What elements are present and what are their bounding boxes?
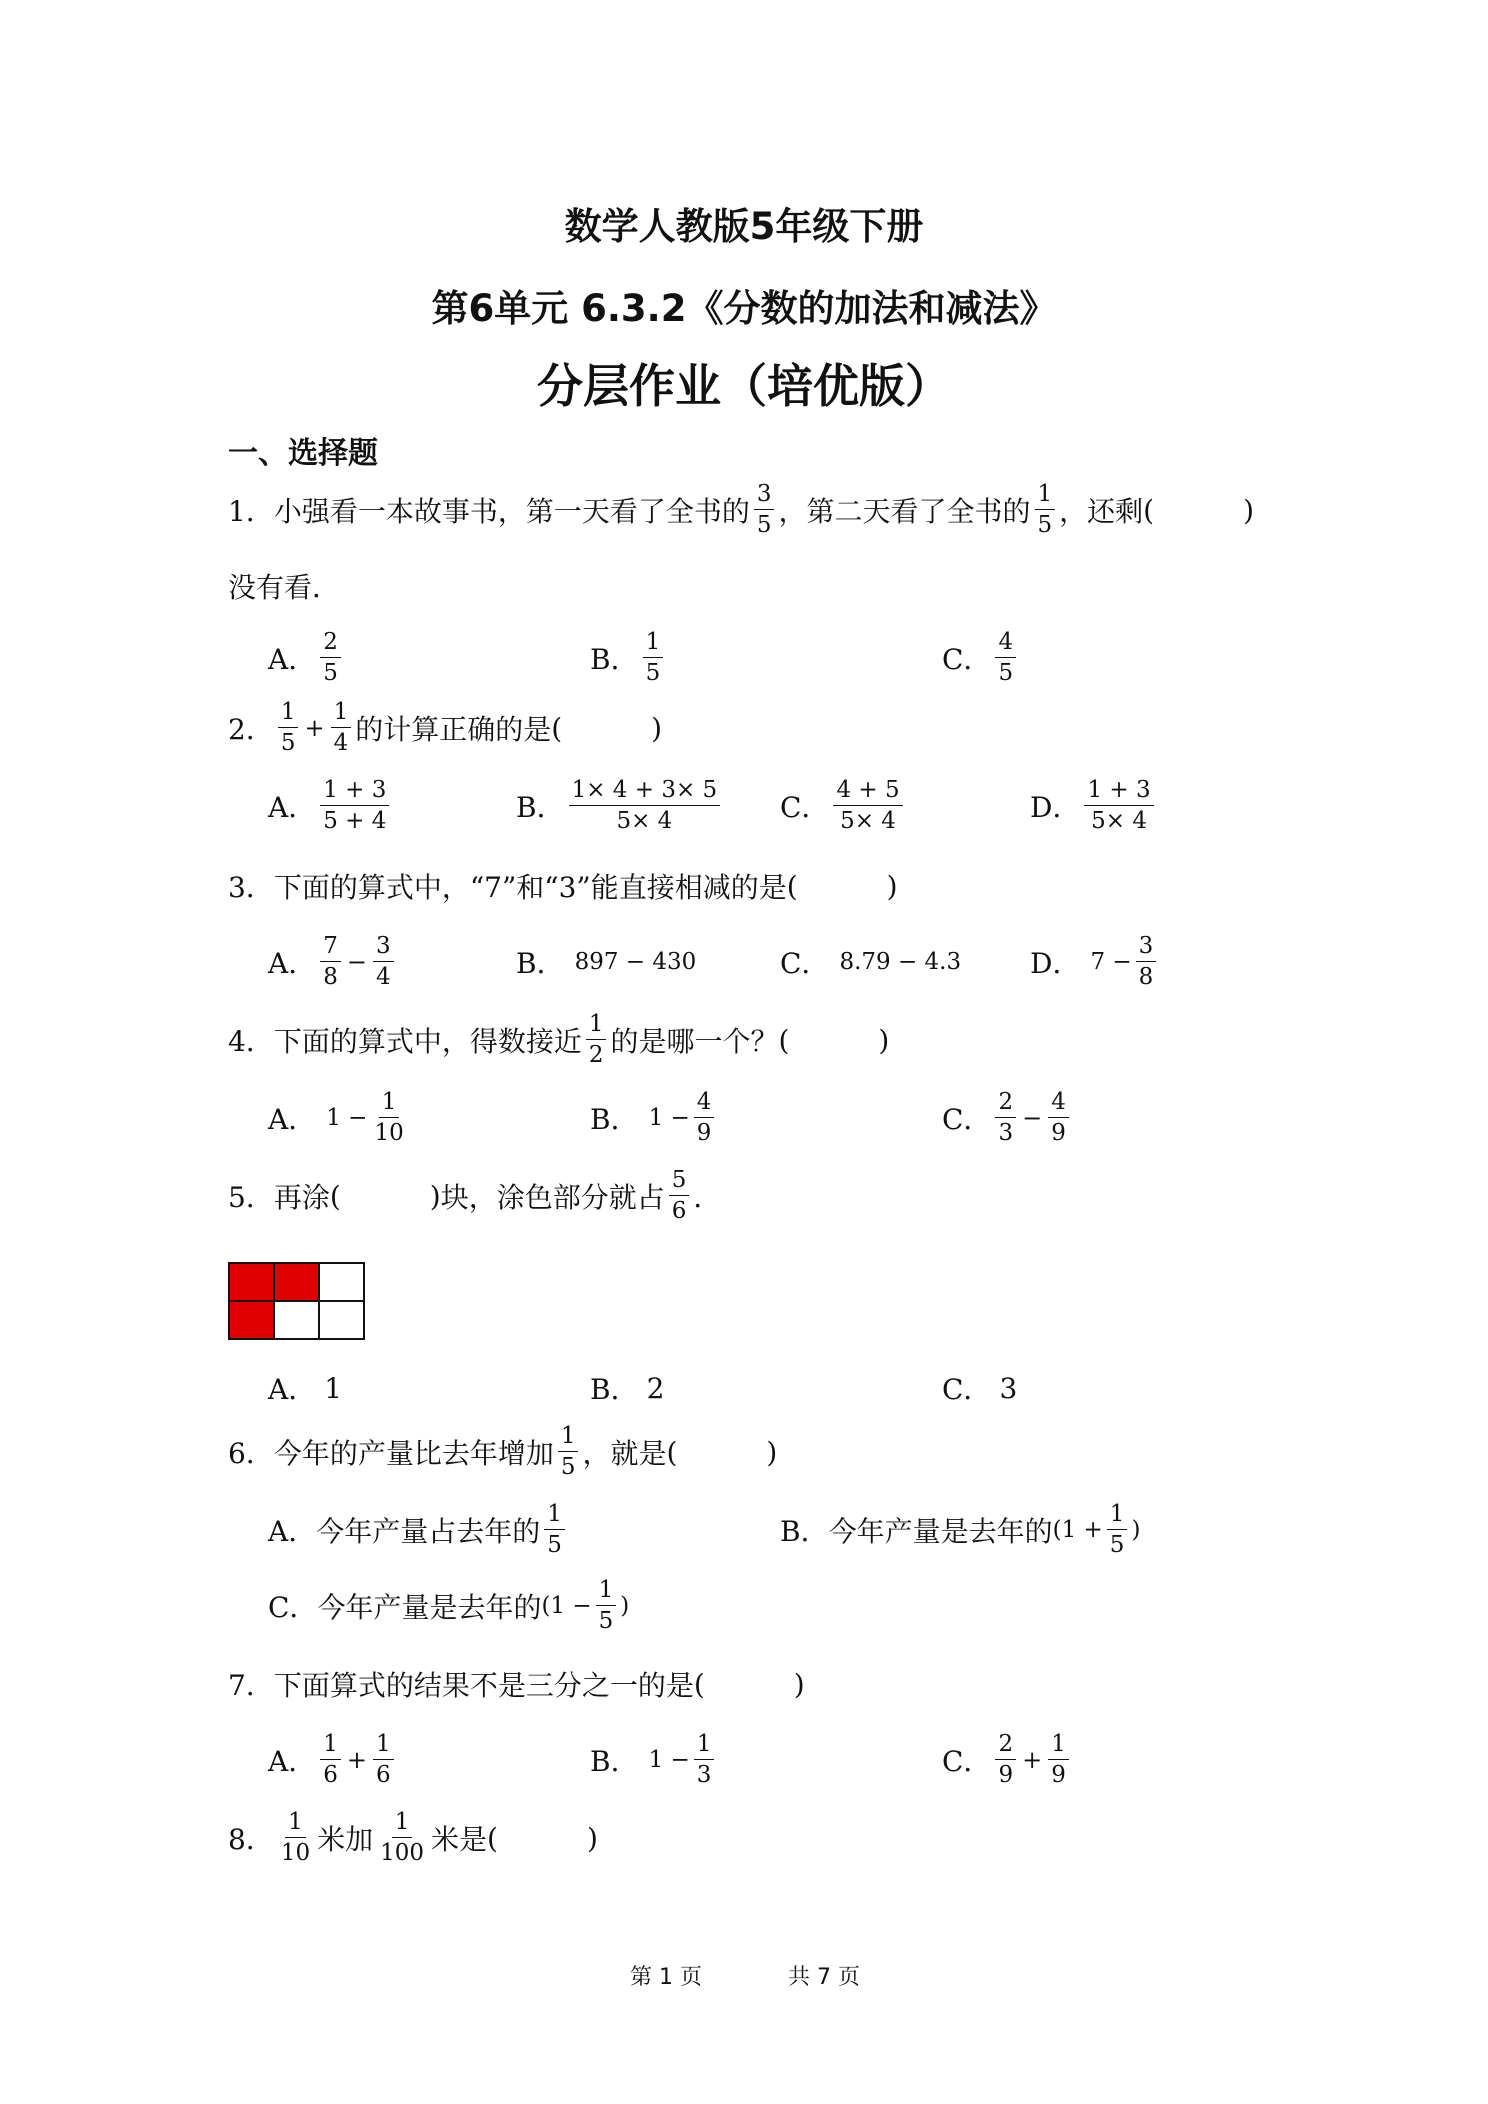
q6-f-num: 1 <box>558 1425 579 1452</box>
q2-option-d-fraction <box>1084 779 1153 833</box>
q5-text-3: ． <box>693 1181 722 1214</box>
q4-text-1: 下面的算式中，得数接近 <box>273 1025 582 1058</box>
q6-b-fraction <box>1107 1503 1128 1557</box>
q3-number: 3． <box>228 871 274 904</box>
q6-b-text: 今年产量是去年的 <box>828 1515 1053 1548</box>
q6-a-den: 5 <box>547 1532 562 1558</box>
question-4 <box>228 1000 889 1080</box>
q2-option-b-fraction <box>569 779 721 833</box>
question-3 <box>228 846 898 926</box>
q5-f-den: 6 <box>671 1198 687 1224</box>
question-1-cont <box>228 546 340 626</box>
question-1 <box>228 470 1254 550</box>
q7-a-fraction-1 <box>320 1733 341 1787</box>
q5-b-value: 2 <box>646 1371 665 1405</box>
q2-text: 的计算正确的是 <box>355 713 552 746</box>
q4-b-prefix: 1 − <box>648 1105 690 1131</box>
q3-a-f1-den: 8 <box>323 964 338 990</box>
q4-a-prefix: 1 − <box>326 1105 368 1131</box>
q5-a-value: 1 <box>324 1371 343 1405</box>
q7-option-a[interactable] <box>268 1720 398 1800</box>
q2-d-den: 5× 4 <box>1091 808 1147 834</box>
q1-text-3: ，还剩 <box>1059 495 1144 528</box>
q5-fraction <box>669 1169 690 1223</box>
q8-f2-num: 1 <box>392 1811 413 1838</box>
question-8 <box>228 1798 598 1878</box>
q1-answer-blank: ( ) <box>1143 493 1255 527</box>
q4-f-den: 2 <box>588 1042 604 1068</box>
q8-fraction-2 <box>377 1811 427 1865</box>
q4-b-num: 4 <box>694 1091 715 1118</box>
q2-f2-den: 4 <box>333 730 349 756</box>
q3-d-fraction <box>1136 935 1157 989</box>
q7-option-c-label: C． <box>942 1745 992 1778</box>
q6-c-text: 今年产量是去年的 <box>317 1591 542 1624</box>
q7-option-b-label: B． <box>590 1745 639 1778</box>
q6-f-den: 5 <box>560 1454 576 1480</box>
q4-answer-blank: ( ) <box>778 1023 890 1057</box>
q7-a-fraction-2 <box>373 1733 394 1787</box>
q1-a-num: 2 <box>320 631 341 658</box>
q2-option-d[interactable] <box>1030 766 1158 846</box>
q1-f2-num: 1 <box>1035 483 1056 510</box>
q2-f1-den: 5 <box>280 730 296 756</box>
q7-b-den: 3 <box>696 1762 712 1788</box>
q4-c-f1-num: 2 <box>995 1091 1016 1118</box>
q6-c-prefix: (1 − <box>541 1593 592 1619</box>
q6-option-c[interactable] <box>268 1566 629 1646</box>
q1-f1-den: 5 <box>756 512 772 538</box>
q7-b-fraction <box>694 1733 715 1787</box>
q4-option-b[interactable] <box>590 1078 718 1158</box>
q3-option-a-label: A． <box>268 947 317 980</box>
q7-c-f1-den: 9 <box>998 1762 1014 1788</box>
q2-option-c[interactable] <box>780 766 907 846</box>
q3-option-c-label: C． <box>780 947 830 980</box>
q8-f1-num: 1 <box>285 1811 306 1838</box>
q2-answer-blank: ( ) <box>551 711 663 745</box>
q7-number: 7． <box>228 1669 274 1702</box>
q1-option-c-label: C． <box>942 643 992 676</box>
q2-a-num: 1 + 3 <box>320 779 389 806</box>
q2-b-num: 1× 4 + 3× 5 <box>569 779 721 806</box>
q6-b-prefix: (1 + <box>1052 1517 1103 1543</box>
q3-option-b[interactable] <box>516 922 696 1002</box>
q5-option-c[interactable] <box>942 1348 1017 1428</box>
q2-d-num: 1 + 3 <box>1084 779 1153 806</box>
q4-c-f2-den: 9 <box>1051 1120 1066 1146</box>
title-textbook: 数学人教版5年级下册 <box>564 205 924 248</box>
q1-option-c-fraction <box>995 631 1016 685</box>
title-unit: 第6单元 6.3.2《分数的加法和减法》 <box>431 287 1057 330</box>
q4-c-minus: − <box>1022 1104 1043 1132</box>
grid-cell-empty <box>319 1263 364 1301</box>
q3-option-d[interactable] <box>1030 922 1160 1002</box>
q1-option-b[interactable] <box>590 618 667 698</box>
footer-total-pages: 共 7 页 <box>788 1965 860 1990</box>
q1-option-a-label: A． <box>268 643 317 676</box>
q1-option-a[interactable] <box>268 618 345 698</box>
question-6 <box>228 1412 777 1492</box>
q3-option-d-label: D． <box>1030 947 1081 980</box>
q5-shaded-grid <box>228 1262 368 1342</box>
q7-a-f2-den: 6 <box>375 1762 391 1788</box>
q1-text-2: ，第二天看了全书的 <box>778 495 1031 528</box>
q2-option-c-label: C． <box>780 791 830 824</box>
q7-option-a-label: A． <box>268 1745 317 1778</box>
q2-option-b-label: B． <box>516 791 565 824</box>
q2-c-num: 4 + 5 <box>833 779 902 806</box>
q5-c-value: 3 <box>999 1371 1018 1405</box>
q2-c-den: 5× 4 <box>840 808 896 834</box>
q7-c-plus: + <box>1022 1746 1043 1774</box>
grid-cell-shaded <box>229 1301 274 1339</box>
q2-option-a[interactable] <box>268 766 393 846</box>
q1-b-num: 1 <box>643 631 664 658</box>
q6-c-num: 1 <box>596 1579 617 1606</box>
q3-option-c[interactable] <box>780 922 961 1002</box>
q7-c-f1-num: 2 <box>995 1733 1016 1760</box>
q8-fraction-1 <box>278 1811 313 1865</box>
q3-a-f2-den: 4 <box>375 964 391 990</box>
question-5 <box>228 1156 721 1236</box>
q4-a-den: 10 <box>374 1120 404 1146</box>
q1-text-1: 小强看一本故事书，第一天看了全书的 <box>273 495 750 528</box>
q4-option-a[interactable] <box>268 1078 411 1158</box>
q7-b-prefix: 1 − <box>648 1747 690 1773</box>
q1-fraction-1 <box>754 483 775 537</box>
q7-text: 下面算式的结果不是三分之一的是 <box>273 1669 694 1702</box>
q7-a-f1-den: 6 <box>323 1762 338 1788</box>
q2-b-den: 5× 4 <box>616 808 673 834</box>
footer-page-number: 第 1 页 <box>630 1965 702 1990</box>
q7-c-fraction-2 <box>1048 1733 1069 1787</box>
q1-number: 1． <box>228 495 274 528</box>
q3-option-b-label: B． <box>516 947 565 980</box>
question-7 <box>228 1644 805 1724</box>
q6-option-b-label: B． <box>780 1515 829 1548</box>
q3-c-expression: 8.79 − 4.3 <box>839 949 962 975</box>
q8-f1-den: 10 <box>280 1840 311 1866</box>
q3-a-f2-num: 3 <box>373 935 394 962</box>
q2-option-a-fraction <box>320 779 389 833</box>
q1-fraction-2 <box>1035 483 1056 537</box>
q8-number: 8． <box>228 1823 274 1856</box>
q7-answer-blank: ( ) <box>693 1667 805 1701</box>
q1-option-c[interactable] <box>942 618 1020 698</box>
q7-a-f1-num: 1 <box>320 1733 341 1760</box>
q5-text-2: 块，涂色部分就占 <box>440 1181 665 1214</box>
q7-b-num: 1 <box>694 1733 715 1760</box>
q1-c-den: 5 <box>998 660 1014 686</box>
q7-a-f2-num: 1 <box>373 1733 394 1760</box>
q6-c-den: 5 <box>598 1608 614 1634</box>
q6-answer-blank: ( ) <box>666 1435 778 1469</box>
q3-d-num: 3 <box>1136 935 1157 962</box>
q3-answer-blank: ( ) <box>786 869 898 903</box>
q6-option-c-label: C． <box>268 1591 318 1624</box>
q3-a-minus: − <box>346 948 367 976</box>
q7-option-c[interactable] <box>942 1720 1073 1800</box>
q6-number: 6． <box>228 1437 274 1470</box>
q3-d-den: 8 <box>1138 964 1154 990</box>
title-worksheet: 分层作业（培优版） <box>537 359 951 413</box>
q5-option-c-label: C． <box>942 1373 992 1406</box>
q6-a-num: 1 <box>544 1503 565 1530</box>
q5-answer-blank: ( ) <box>329 1179 441 1213</box>
q4-c-f2-num: 4 <box>1048 1091 1069 1118</box>
q3-text: 下面的算式中，“7”和“3”能直接相减的是 <box>273 871 787 904</box>
q2-number: 2． <box>228 713 274 746</box>
q6-fraction <box>558 1425 579 1479</box>
q4-option-b-label: B． <box>590 1103 639 1136</box>
q2-option-c-fraction <box>833 779 902 833</box>
q2-option-d-label: D． <box>1030 791 1081 824</box>
q6-c-fraction <box>596 1579 617 1633</box>
grid-cell-shaded <box>274 1263 319 1301</box>
q3-option-a[interactable] <box>268 922 398 1002</box>
q1-option-b-label: B． <box>590 643 639 676</box>
q2-f2-num: 1 <box>331 701 352 728</box>
q6-b-suffix: ) <box>1131 1517 1141 1543</box>
q1-c-num: 4 <box>995 631 1016 658</box>
q6-a-text: 今年产量占去年的 <box>316 1515 541 1548</box>
q6-option-a[interactable] <box>268 1490 569 1570</box>
q6-c-suffix: ) <box>620 1593 630 1619</box>
q3-a-fraction-2 <box>373 935 394 989</box>
q4-f-num: 1 <box>586 1013 607 1040</box>
q8-text-2: 米是 <box>431 1823 488 1856</box>
q4-fraction <box>586 1013 607 1067</box>
q4-c-fraction-1 <box>995 1091 1016 1145</box>
q2-fraction-1 <box>278 701 299 755</box>
q1-option-b-fraction <box>643 631 664 685</box>
q4-b-fraction <box>694 1091 715 1145</box>
grid-cell-shaded <box>229 1263 274 1301</box>
q8-answer-blank: ( ) <box>487 1821 598 1855</box>
q2-plus: + <box>304 714 325 742</box>
q6-b-num: 1 <box>1107 1503 1128 1530</box>
q2-a-den: 5 + 4 <box>323 808 387 834</box>
q4-a-fraction <box>371 1091 406 1145</box>
q6-text-1: 今年的产量比去年增加 <box>273 1437 554 1470</box>
q2-option-a-label: A． <box>268 791 317 824</box>
q5-number: 5． <box>228 1181 274 1214</box>
q1-f1-num: 3 <box>754 483 775 510</box>
q4-text-2: 的是哪一个？ <box>610 1025 779 1058</box>
q1-text-4: 没有看． <box>228 571 341 604</box>
q7-c-f2-num: 1 <box>1048 1733 1069 1760</box>
q7-a-plus: + <box>346 1746 367 1774</box>
q2-f1-num: 1 <box>278 701 299 728</box>
q7-c-fraction-1 <box>995 1733 1016 1787</box>
q4-number: 4． <box>228 1025 274 1058</box>
grid-cell-empty <box>319 1301 364 1339</box>
q4-b-den: 9 <box>696 1120 712 1146</box>
q3-d-prefix: 7 − <box>1090 949 1132 975</box>
q6-option-b[interactable] <box>780 1490 1140 1570</box>
q4-option-c[interactable] <box>942 1078 1073 1158</box>
q2-option-b[interactable] <box>516 766 724 846</box>
q6-text-2: ，就是 <box>582 1437 667 1470</box>
q4-option-a-label: A． <box>268 1103 317 1136</box>
q5-text-1: 再涂 <box>273 1181 330 1214</box>
q1-option-a-fraction <box>320 631 341 685</box>
q1-f2-den: 5 <box>1037 512 1053 538</box>
q3-a-fraction-1 <box>320 935 341 989</box>
grid-cell-empty <box>274 1301 319 1339</box>
q4-c-fraction-2 <box>1048 1091 1069 1145</box>
q3-a-f1-num: 7 <box>320 935 341 962</box>
q6-b-den: 5 <box>1109 1532 1125 1558</box>
q8-text-1: 米加 <box>317 1823 374 1856</box>
q7-option-b[interactable] <box>590 1720 718 1800</box>
q4-option-c-label: C． <box>942 1103 992 1136</box>
q4-c-f1-den: 3 <box>998 1120 1014 1146</box>
q5-option-a-label: A． <box>268 1373 317 1406</box>
q5-option-b-label: B． <box>590 1373 639 1406</box>
section-heading: 一、选择题 <box>228 436 378 471</box>
q7-c-f2-den: 9 <box>1051 1762 1066 1788</box>
q4-a-num: 1 <box>379 1091 400 1118</box>
q2-fraction-2 <box>331 701 352 755</box>
q1-b-den: 5 <box>645 660 661 686</box>
q5-f-num: 5 <box>669 1169 690 1196</box>
q8-f2-den: 100 <box>380 1840 425 1866</box>
q3-b-expression: 897 − 430 <box>574 949 697 975</box>
q1-a-den: 5 <box>323 660 338 686</box>
q6-a-fraction <box>544 1503 565 1557</box>
question-2 <box>228 688 662 768</box>
q6-option-a-label: A． <box>268 1515 317 1548</box>
